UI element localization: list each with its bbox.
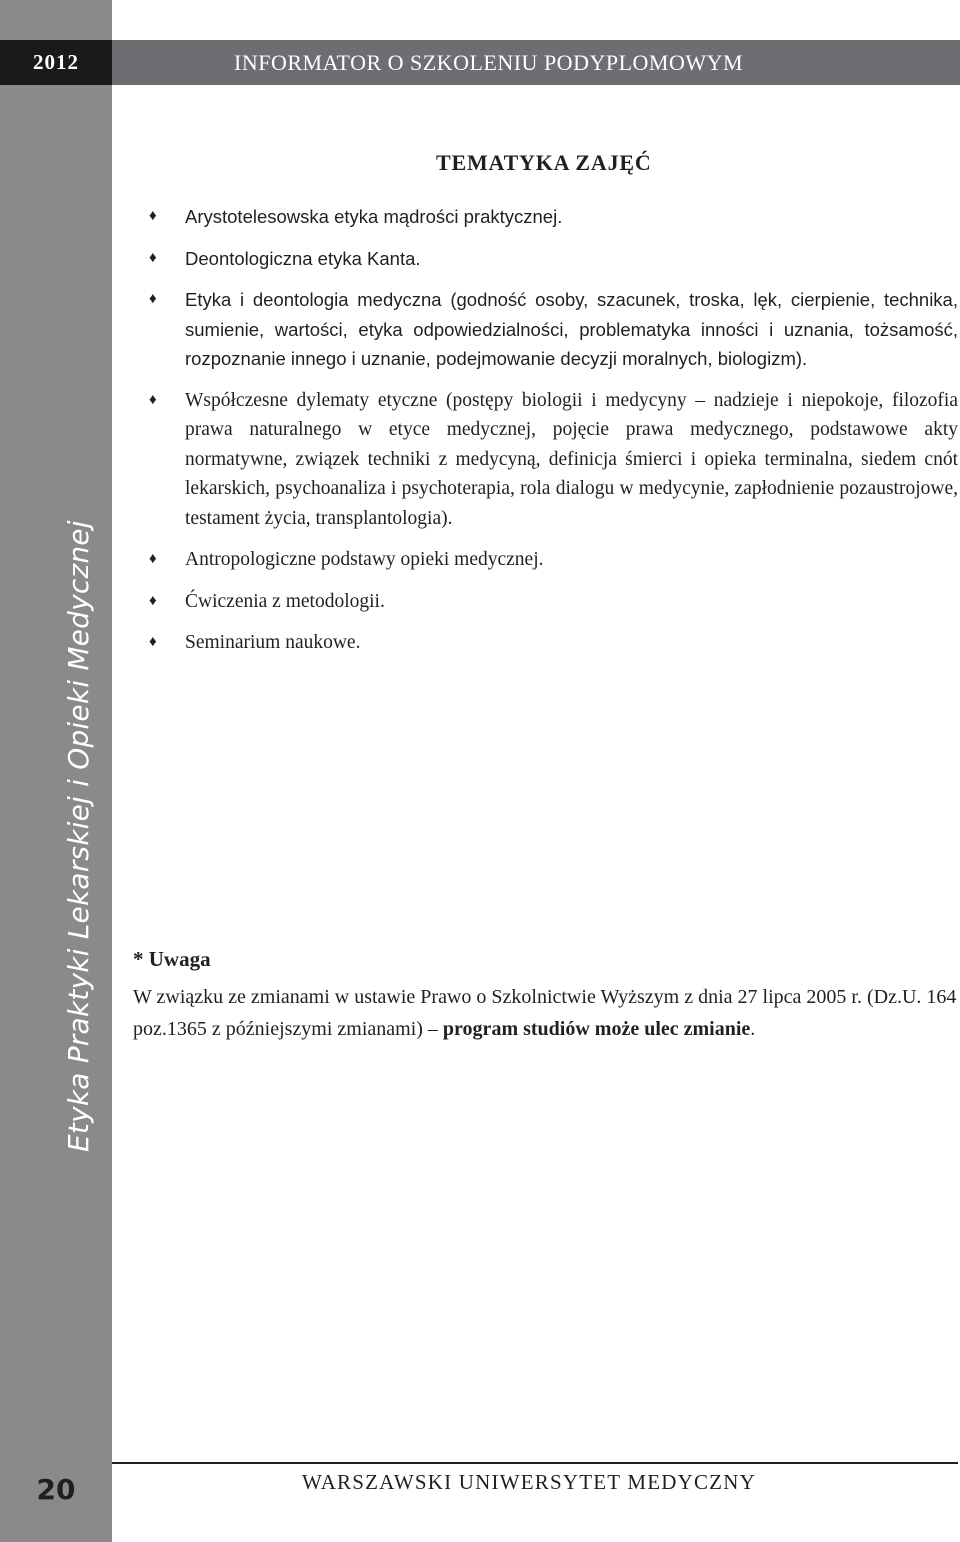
note-text-main: W związku ze zmianami w ustawie Prawo o Szkolnictwie Wyższym z dnia 27 lipca 2005 r. (Dz.U. 164 poz.1365 z późniejszymi zmianami) – [133, 986, 957, 1040]
topic-text: Seminarium naukowe. [185, 632, 361, 653]
diamond-bullet-icon: ♦ [149, 551, 157, 567]
diamond-bullet-icon: ♦ [149, 291, 157, 307]
header-year: 2012 [0, 40, 112, 85]
topic-text: Antropologiczne podstawy opieki medycznej. [185, 549, 544, 570]
section-title: TEMATYKA ZAJĘĆ [436, 150, 652, 175]
topic-text: Ćwiczenia z metodologii. [185, 590, 385, 612]
diamond-bullet-icon: ♦ [149, 208, 157, 224]
sidebar-vertical-title: Etyka Praktyki Lekarskiej i Opieki Medycznej [62, 520, 95, 1152]
list-item [149, 202, 958, 232]
diamond-bullet-icon: ♦ [149, 391, 157, 408]
list-item [149, 587, 958, 617]
note-text [133, 981, 958, 1045]
topic-list [149, 202, 958, 658]
footer-university: WARSZAWSKI UNIWERSYTET MEDYCZNY [302, 1469, 756, 1494]
header-title: INFORMATOR O SZKOLENIU PODYPLOMOWYM [234, 49, 744, 75]
footer-divider [112, 1462, 958, 1464]
list-item [149, 386, 958, 534]
list-item [149, 285, 958, 374]
diamond-bullet-icon: ♦ [149, 592, 157, 609]
note-heading: * Uwaga [133, 947, 211, 971]
page-number: 20 [36, 1472, 76, 1506]
note-text-bold: program studiów może ulec zmianie [442, 1018, 751, 1040]
topic-text: Współczesne dylematy etyczne (postępy biologii i medycyny – nadzieje i niepokoje, filozofia prawa naturalnego w etyce medycznej, pojęcie prawa medycznego, podstawowe akty normatywne, związek techniki z medycyną, definicja śmierci i opieka terminalna, siedem cnót lekarskich, psychoanaliza i psychoterapia, rola dialogu w medycynie, zapłodnienie pozaustrojowe, testament życia, transplantologia). [185, 389, 958, 529]
topic-text: Deontologiczna etyka Kanta. [185, 247, 421, 269]
list-item [149, 545, 958, 575]
list-item [149, 244, 958, 274]
diamond-bullet-icon: ♦ [149, 634, 157, 650]
topic-text: Etyka i deontologia medyczna (godność osoby, szacunek, troska, lęk, cierpienie, technika, sumienie, wartości, etyka odpowiedzialności, problematyka inności i uznania, tożsamość, rozpoznanie innego i uznanie, podejmowanie decyzji moralnych, biologizm). [185, 289, 958, 369]
list-item [149, 628, 958, 658]
diamond-bullet-icon: ♦ [149, 249, 157, 266]
topic-text: Arystotelesowska etyka mądrości praktycznej. [185, 206, 563, 227]
note-text-end: . [750, 1018, 756, 1040]
